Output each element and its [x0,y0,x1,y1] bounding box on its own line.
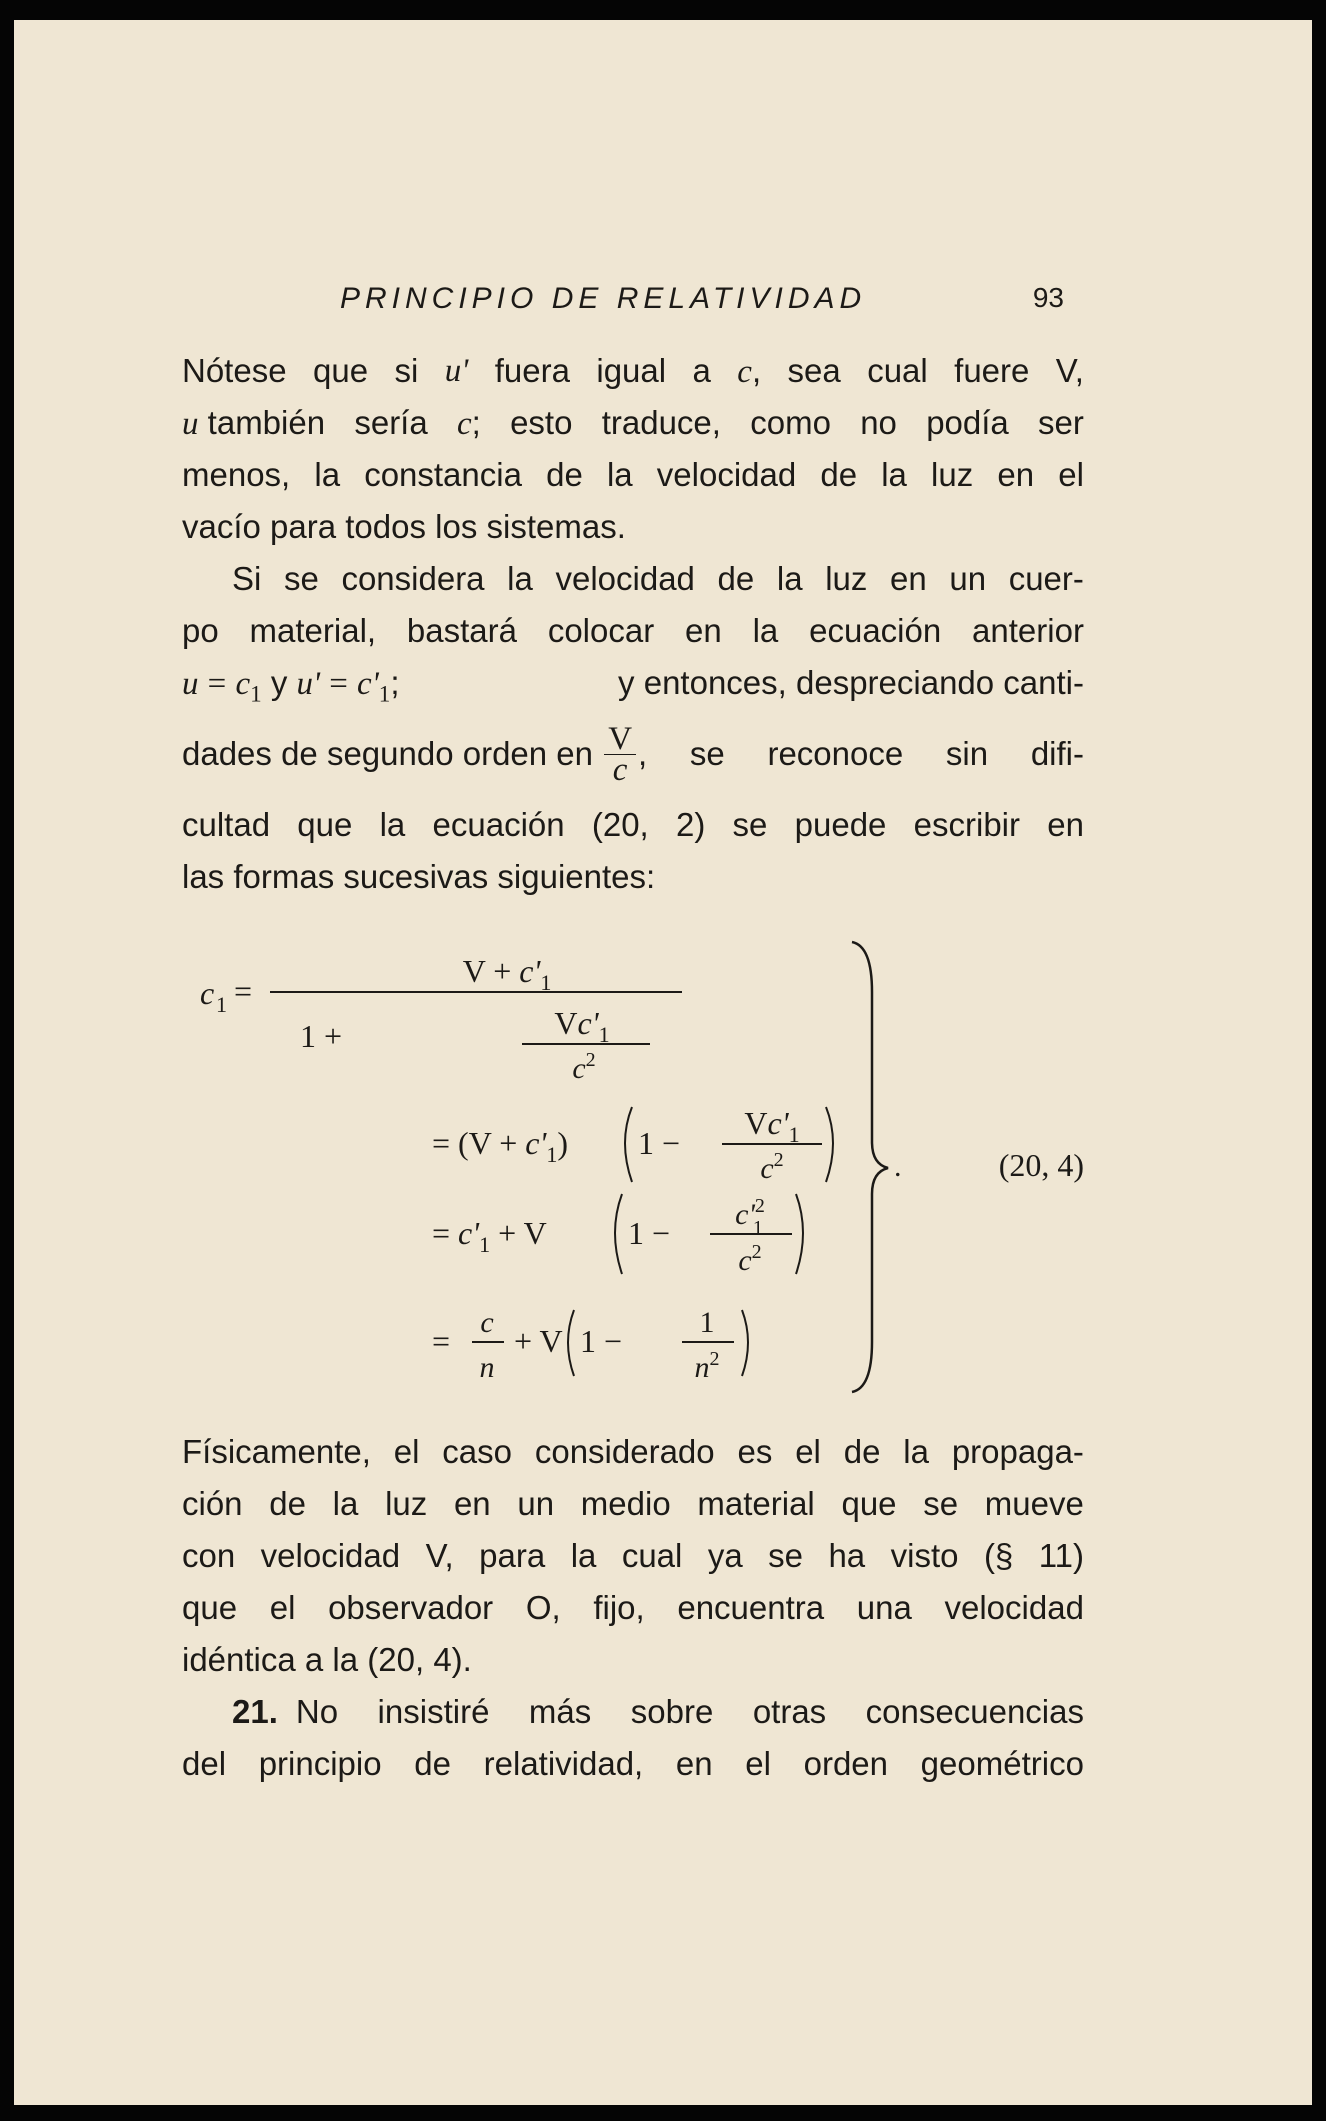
text-line: con velocidad V, para la cual ya se ha visto (§ 11) [182,1537,1084,1574]
svg-text:c: c [480,1306,494,1339]
equation-number: (20, 4) [998,1147,1084,1183]
svg-text:V + c'1: $V + c'_1$ [462,953,552,995]
svg-text:1: 1 [216,992,227,1017]
text-line: u también sería c; esto traduce, como no podía ser [182,404,1084,442]
page-number: 93 [1032,282,1064,313]
svg-text:n2: $n^2$ [694,1348,720,1384]
text-line: las formas sucesivas siguientes: [182,858,656,895]
text-line: del principio de relatividad, en el orden geométrico [182,1745,1084,1782]
text-line: idéntica a la (20, 4). [182,1641,472,1678]
equation-line-2 [432,1105,833,1185]
paragraph-4 [182,1686,1084,1790]
svg-text:+ V: + V [514,1323,563,1359]
running-title: PRINCIPIO DE RELATIVIDAD [340,282,867,315]
text-line: menos, la constancia de la velocidad de la luz en el [182,456,1084,493]
text-line: que el observador O, fijo, encuentra una velocidad [182,1589,1084,1626]
text-line: Físicamente, el caso considerado es el de la propaga- [182,1433,1084,1470]
paragraph-1 [182,345,1084,553]
text-line: po material, bastará colocar en la ecuación anterior [182,612,1084,649]
inline-fraction: $\frac{V}{c}$ [604,724,636,785]
svg-text:=: = [432,1323,451,1359]
svg-text:1 −: 1 − [628,1215,671,1251]
text-line: vacío para todos los sistemas. [182,508,626,545]
text-line: 21. No insistiré más sobre otras consecuencias [182,1686,1084,1738]
svg-text:c2: $c^2$ [572,1049,596,1085]
paragraph-3 [182,1426,1084,1686]
svg-text:= c'1 + V: = $c'_1 + V$ [432,1215,547,1257]
book-page [14,20,1312,2105]
svg-text:= (V + c'1): = $(V + c'_1)$ [432,1125,568,1167]
right-brace [852,942,888,1392]
svg-text:n: n [479,1351,495,1384]
svg-text:c'21: $c'^2$ 1 [735,1195,765,1239]
svg-text:1: 1 [699,1306,715,1339]
text-line: Si se considera la velocidad de la luz en un cuer- [232,560,1084,597]
text-line: Nótese que si u' fuera igual a c, sea cual fuere V, [182,352,1084,390]
paragraph-2 [182,553,1084,903]
equation-line-4 [432,1306,748,1384]
text-line: cultad que la ecuación (20, 2) se puede escribir en [182,806,1084,843]
equation-line-1 [200,953,682,1085]
svg-text:c2: $c^2$ [760,1149,784,1185]
equation-block [182,932,1102,1402]
svg-text:1 −: 1 − [638,1125,681,1161]
svg-text:1 +: 1 + [300,1018,343,1054]
svg-text:1 −: 1 − [580,1323,623,1359]
svg-text:c2: $c^2$ [738,1241,762,1277]
text-line: dades de segundo orden en $\frac{V}{c}$ , se reconoce sin difi- [182,720,1084,788]
svg-text:c: c [200,975,215,1011]
text-line: ción de la luz en un medio material que se mueve [182,1485,1084,1522]
running-header [326,282,1066,322]
equation-line-3 [432,1194,803,1277]
svg-text:=: = [234,973,253,1009]
section-number: 21. [232,1693,278,1730]
svg-text:.: . [894,1150,902,1183]
text-line: $u = c_1$ y $u' = c'_1$; y entonces, despreciando canti- [182,657,1084,709]
svg-text:Vc'1: $Vc'_1$ [554,1005,610,1047]
svg-text:Vc'1: $Vc'_1$ [744,1105,800,1147]
text-fragment: y entonces, despreciando canti- [618,664,1084,701]
